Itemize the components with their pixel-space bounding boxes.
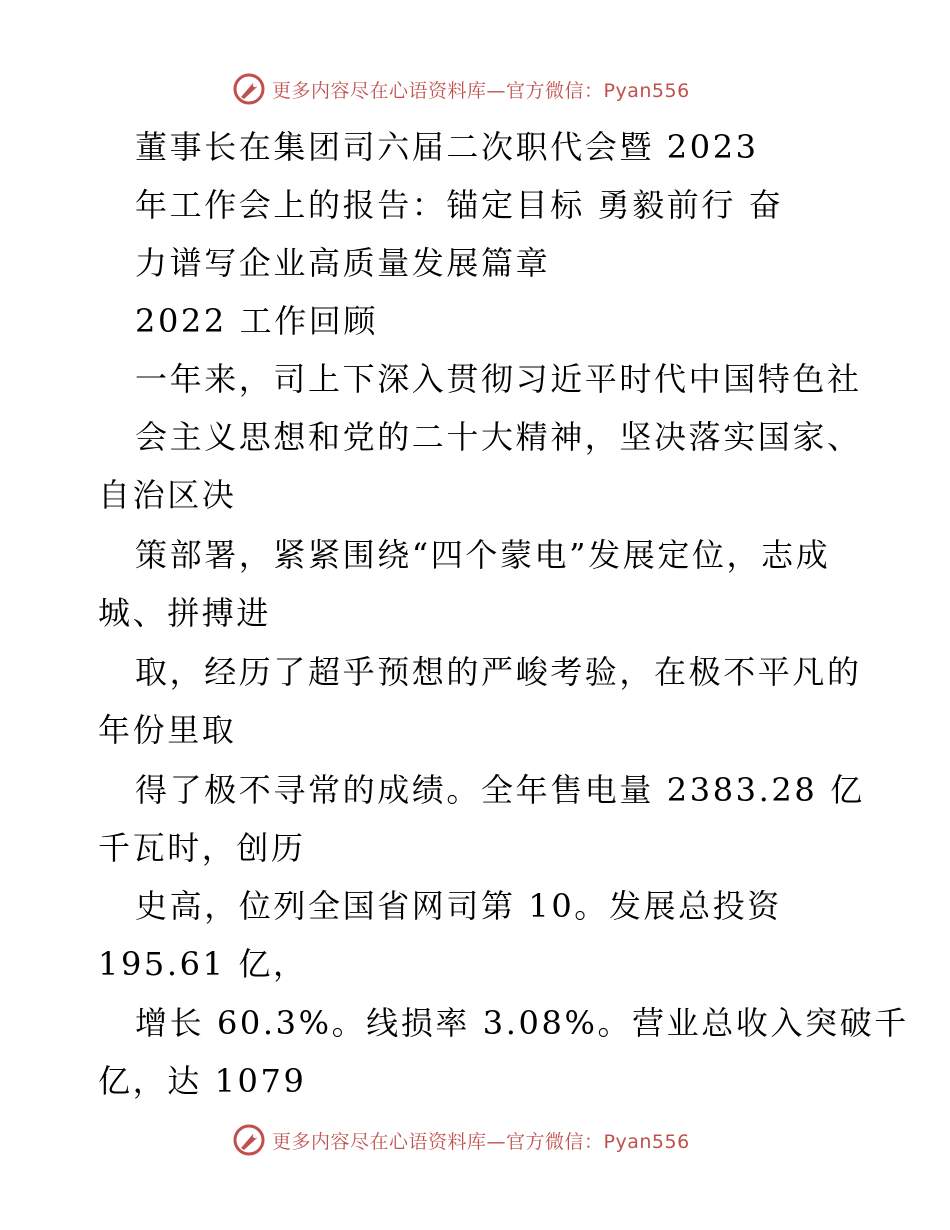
paragraph-line: 会主义思想和党的二十大精神，坚决落实国家、 [135,418,862,456]
paragraph-line: 取，经历了超乎预想的严峻考验，在极不平凡的 [135,653,862,691]
paragraph-line: 自治区决 [98,476,237,514]
title-line-3: 力谱写企业高质量发展篇章 [135,244,551,282]
paragraph-line: 城、拼搏进 [98,594,272,632]
footer-banner-text: 更多内容尽在心语资料库—官方微信：Pyan556 [272,1130,690,1153]
footer-banner [232,1122,690,1158]
pen-nib-circle-icon [232,1123,266,1157]
header-banner-text: 更多内容尽在心语资料库—官方微信：Pyan556 [272,79,690,102]
paragraph-line: 史高，位列全国省网司第 10。发展总投资 [135,887,782,925]
title-line-2: 年工作会上的报告：锚定目标 勇毅前行 奋 [135,186,784,224]
paragraph-line: 策部署，紧紧围绕“四个蒙电”发展定位，志成 [135,536,831,574]
paragraph-line: 增长 60.3%。线损率 3.08%。营业总收入突破千 [135,1004,909,1042]
paragraph-line: 千瓦时，创历 [98,829,306,867]
paragraph-line: 亿，达 1079 [98,1062,307,1100]
paragraph-line: 195.61 亿， [98,945,308,983]
paragraph-line: 得了极不寻常的成绩。全年售电量 2383.28 亿 [135,771,865,809]
paragraph-line: 一年来，司上下深入贯彻习近平时代中国特色社 [135,360,862,398]
title-line-1: 董事长在集团司六届二次职代会暨 2023 [135,128,759,166]
section-heading: 2022 工作回顾 [135,302,379,340]
paragraph-line: 年份里取 [98,711,237,749]
